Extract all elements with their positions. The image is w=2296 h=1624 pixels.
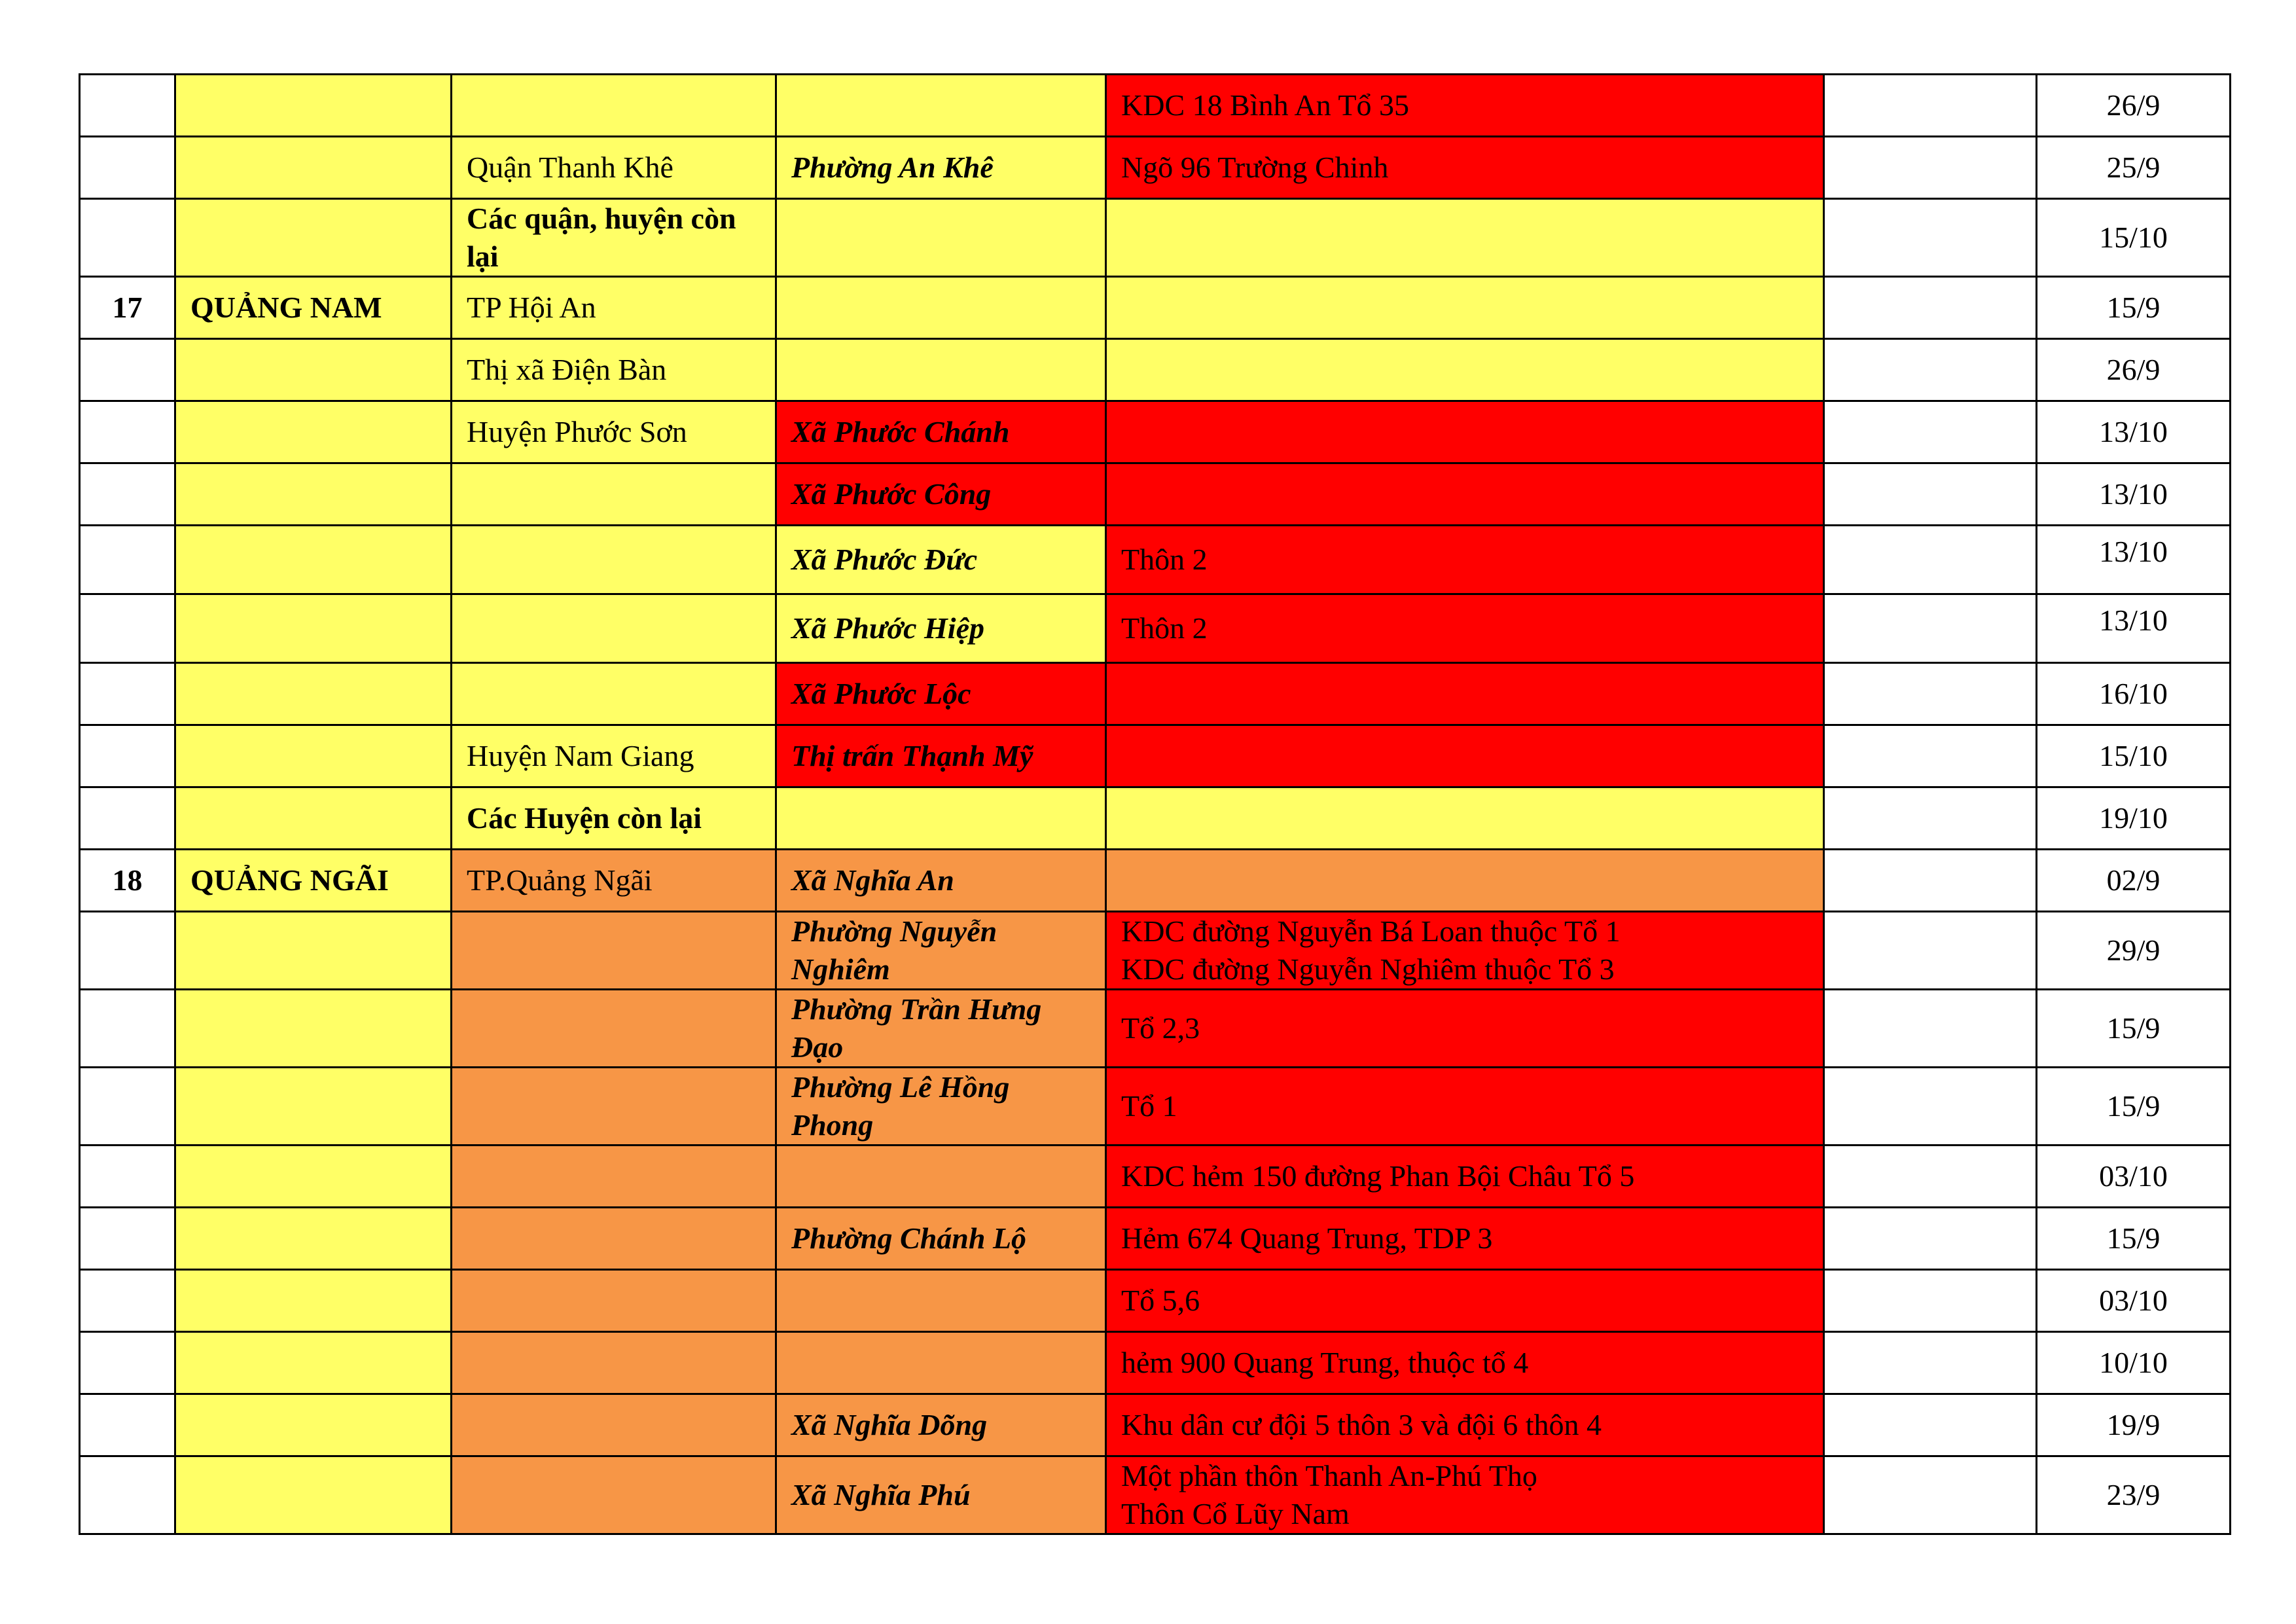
note-cell bbox=[1824, 401, 2037, 463]
area-cell bbox=[1106, 850, 1824, 912]
province-cell bbox=[175, 1068, 452, 1146]
row-number bbox=[80, 463, 175, 526]
table-row bbox=[80, 277, 2231, 339]
note-cell bbox=[1824, 463, 2037, 526]
note-cell bbox=[1824, 277, 2037, 339]
ward-cell bbox=[776, 339, 1106, 401]
district-cell: TP.Quảng Ngãi bbox=[452, 850, 776, 912]
province-cell bbox=[175, 725, 452, 787]
province-cell bbox=[175, 663, 452, 725]
district-cell: Huyện Nam Giang bbox=[452, 725, 776, 787]
ward-cell bbox=[776, 1146, 1106, 1208]
area-line: Thôn Cổ Lũy Nam bbox=[1121, 1497, 1350, 1530]
table-row bbox=[80, 1208, 2231, 1270]
district-cell bbox=[452, 663, 776, 725]
row-number bbox=[80, 1456, 175, 1534]
table-row bbox=[80, 1146, 2231, 1208]
ward-cell bbox=[776, 75, 1106, 137]
row-number bbox=[80, 594, 175, 663]
date-cell: 15/9 bbox=[2037, 277, 2231, 339]
district-cell bbox=[452, 463, 776, 526]
area-cell bbox=[1106, 401, 1824, 463]
ward-cell: Phường An Khê bbox=[776, 137, 1106, 199]
row-number bbox=[80, 526, 175, 594]
district-cell: Các quận, huyện còn lại bbox=[452, 199, 776, 277]
table-row bbox=[80, 1068, 2231, 1146]
area-cell bbox=[1106, 663, 1824, 725]
ward-cell bbox=[776, 199, 1106, 277]
area-line: Một phần thôn Thanh An-Phú Thọ bbox=[1121, 1459, 1537, 1492]
table-row bbox=[80, 1270, 2231, 1332]
row-number bbox=[80, 1332, 175, 1394]
province-cell: QUẢNG NAM bbox=[175, 277, 452, 339]
province-cell bbox=[175, 787, 452, 850]
province-cell bbox=[175, 1394, 452, 1456]
row-number bbox=[80, 787, 175, 850]
table-row bbox=[80, 339, 2231, 401]
province-cell bbox=[175, 526, 452, 594]
ward-cell: Xã Phước Hiệp bbox=[776, 594, 1106, 663]
row-number bbox=[80, 912, 175, 990]
note-cell bbox=[1824, 137, 2037, 199]
date-cell: 13/10 bbox=[2037, 594, 2231, 663]
area-cell: Thôn 2 bbox=[1106, 526, 1824, 594]
row-number bbox=[80, 339, 175, 401]
area-cell: Tổ 5,6 bbox=[1106, 1270, 1824, 1332]
district-cell bbox=[452, 1068, 776, 1146]
ward-cell bbox=[776, 277, 1106, 339]
note-cell bbox=[1824, 912, 2037, 990]
table-row bbox=[80, 137, 2231, 199]
ward-cell: Phường Trần Hưng Đạo bbox=[776, 990, 1106, 1068]
district-cell bbox=[452, 1270, 776, 1332]
note-cell bbox=[1824, 75, 2037, 137]
row-number: 18 bbox=[80, 850, 175, 912]
area-cell: KDC hẻm 150 đường Phan Bội Châu Tổ 5 bbox=[1106, 1146, 1824, 1208]
ward-cell bbox=[776, 787, 1106, 850]
table-row bbox=[80, 912, 2231, 990]
note-cell bbox=[1824, 1394, 2037, 1456]
row-number bbox=[80, 1394, 175, 1456]
date-cell: 02/9 bbox=[2037, 850, 2231, 912]
area-cell: Tổ 2,3 bbox=[1106, 990, 1824, 1068]
province-cell bbox=[175, 1332, 452, 1394]
ward-cell: Xã Phước Chánh bbox=[776, 401, 1106, 463]
province-cell bbox=[175, 75, 452, 137]
date-cell: 19/10 bbox=[2037, 787, 2231, 850]
province-cell bbox=[175, 594, 452, 663]
district-cell: Thị xã Điện Bàn bbox=[452, 339, 776, 401]
date-cell: 26/9 bbox=[2037, 339, 2231, 401]
row-number bbox=[80, 1146, 175, 1208]
note-cell bbox=[1824, 1270, 2037, 1332]
district-cell: Các Huyện còn lại bbox=[452, 787, 776, 850]
area-cell: Hẻm 674 Quang Trung, TDP 3 bbox=[1106, 1208, 1824, 1270]
table-row bbox=[80, 1456, 2231, 1534]
area-cell: hẻm 900 Quang Trung, thuộc tổ 4 bbox=[1106, 1332, 1824, 1394]
date-cell: 15/9 bbox=[2037, 1208, 2231, 1270]
table-row bbox=[80, 463, 2231, 526]
table-row bbox=[80, 663, 2231, 725]
date-cell: 29/9 bbox=[2037, 912, 2231, 990]
ward-cell: Xã Phước Đức bbox=[776, 526, 1106, 594]
district-cell bbox=[452, 912, 776, 990]
date-cell: 19/9 bbox=[2037, 1394, 2231, 1456]
table-row bbox=[80, 1394, 2231, 1456]
table-row bbox=[80, 526, 2231, 594]
province-cell bbox=[175, 1456, 452, 1534]
date-cell: 15/10 bbox=[2037, 725, 2231, 787]
note-cell bbox=[1824, 1068, 2037, 1146]
ward-cell: Phường Nguyễn Nghiêm bbox=[776, 912, 1106, 990]
ward-cell: Phường Lê Hồng Phong bbox=[776, 1068, 1106, 1146]
area-cell bbox=[1106, 1456, 1824, 1534]
note-cell bbox=[1824, 526, 2037, 594]
row-number bbox=[80, 1068, 175, 1146]
note-cell bbox=[1824, 1456, 2037, 1534]
district-cell bbox=[452, 990, 776, 1068]
row-number bbox=[80, 137, 175, 199]
ward-cell: Xã Nghĩa Dõng bbox=[776, 1394, 1106, 1456]
ward-cell: Xã Nghĩa Phú bbox=[776, 1456, 1106, 1534]
ward-cell: Xã Nghĩa An bbox=[776, 850, 1106, 912]
row-number bbox=[80, 401, 175, 463]
table-row bbox=[80, 990, 2231, 1068]
row-number bbox=[80, 1270, 175, 1332]
area-cell: Tổ 1 bbox=[1106, 1068, 1824, 1146]
date-cell: 16/10 bbox=[2037, 663, 2231, 725]
district-cell bbox=[452, 594, 776, 663]
ward-cell bbox=[776, 1270, 1106, 1332]
table-row bbox=[80, 594, 2231, 663]
zoning-table bbox=[79, 73, 2231, 1535]
date-cell: 13/10 bbox=[2037, 463, 2231, 526]
table-row bbox=[80, 401, 2231, 463]
district-cell: TP Hội An bbox=[452, 277, 776, 339]
date-cell: 03/10 bbox=[2037, 1146, 2231, 1208]
note-cell bbox=[1824, 199, 2037, 277]
date-cell: 15/10 bbox=[2037, 199, 2231, 277]
area-cell bbox=[1106, 277, 1824, 339]
province-cell bbox=[175, 137, 452, 199]
ward-cell: Xã Phước Lộc bbox=[776, 663, 1106, 725]
area-cell: Khu dân cư đội 5 thôn 3 và đội 6 thôn 4 bbox=[1106, 1394, 1824, 1456]
district-cell: Quận Thanh Khê bbox=[452, 137, 776, 199]
note-cell bbox=[1824, 1332, 2037, 1394]
ward-cell: Phường Chánh Lộ bbox=[776, 1208, 1106, 1270]
district-cell bbox=[452, 75, 776, 137]
table-row bbox=[80, 199, 2231, 277]
row-number bbox=[80, 1208, 175, 1270]
date-cell: 15/9 bbox=[2037, 990, 2231, 1068]
province-cell bbox=[175, 401, 452, 463]
area-cell bbox=[1106, 463, 1824, 526]
date-cell: 25/9 bbox=[2037, 137, 2231, 199]
table-row bbox=[80, 725, 2231, 787]
date-cell: 10/10 bbox=[2037, 1332, 2231, 1394]
area-cell: Thôn 2 bbox=[1106, 594, 1824, 663]
district-cell bbox=[452, 1332, 776, 1394]
province-cell bbox=[175, 912, 452, 990]
note-cell bbox=[1824, 339, 2037, 401]
province-cell bbox=[175, 1270, 452, 1332]
row-number bbox=[80, 75, 175, 137]
province-cell bbox=[175, 199, 452, 277]
table-row bbox=[80, 1332, 2231, 1394]
note-cell bbox=[1824, 990, 2037, 1068]
ward-cell bbox=[776, 1332, 1106, 1394]
area-cell: Ngõ 96 Trường Chinh bbox=[1106, 137, 1824, 199]
note-cell bbox=[1824, 663, 2037, 725]
district-cell bbox=[452, 1456, 776, 1534]
note-cell bbox=[1824, 787, 2037, 850]
province-cell: QUẢNG NGÃI bbox=[175, 850, 452, 912]
date-cell: 26/9 bbox=[2037, 75, 2231, 137]
province-cell bbox=[175, 339, 452, 401]
date-cell: 13/10 bbox=[2037, 401, 2231, 463]
district-cell bbox=[452, 526, 776, 594]
date-cell: 15/9 bbox=[2037, 1068, 2231, 1146]
province-cell bbox=[175, 990, 452, 1068]
district-cell bbox=[452, 1146, 776, 1208]
row-number bbox=[80, 725, 175, 787]
date-cell: 03/10 bbox=[2037, 1270, 2231, 1332]
area-line: KDC đường Nguyễn Bá Loan thuộc Tổ 1 bbox=[1121, 914, 1621, 948]
district-cell: Huyện Phước Sơn bbox=[452, 401, 776, 463]
table-row bbox=[80, 850, 2231, 912]
province-cell bbox=[175, 1208, 452, 1270]
row-number bbox=[80, 663, 175, 725]
note-cell bbox=[1824, 1208, 2037, 1270]
area-cell: KDC 18 Bình An Tổ 35 bbox=[1106, 75, 1824, 137]
row-number: 17 bbox=[80, 277, 175, 339]
row-number bbox=[80, 199, 175, 277]
ward-cell: Xã Phước Công bbox=[776, 463, 1106, 526]
district-cell bbox=[452, 1394, 776, 1456]
ward-cell: Thị trấn Thạnh Mỹ bbox=[776, 725, 1106, 787]
district-cell bbox=[452, 1208, 776, 1270]
row-number bbox=[80, 990, 175, 1068]
note-cell bbox=[1824, 725, 2037, 787]
area-cell bbox=[1106, 199, 1824, 277]
date-cell: 13/10 bbox=[2037, 526, 2231, 594]
note-cell bbox=[1824, 850, 2037, 912]
area-cell bbox=[1106, 725, 1824, 787]
province-cell bbox=[175, 1146, 452, 1208]
area-cell bbox=[1106, 912, 1824, 990]
area-cell bbox=[1106, 787, 1824, 850]
table-row bbox=[80, 75, 2231, 137]
note-cell bbox=[1824, 1146, 2037, 1208]
area-cell bbox=[1106, 339, 1824, 401]
area-line: KDC đường Nguyễn Nghiêm thuộc Tổ 3 bbox=[1121, 952, 1615, 986]
province-cell bbox=[175, 463, 452, 526]
date-cell: 23/9 bbox=[2037, 1456, 2231, 1534]
table-row bbox=[80, 787, 2231, 850]
note-cell bbox=[1824, 594, 2037, 663]
